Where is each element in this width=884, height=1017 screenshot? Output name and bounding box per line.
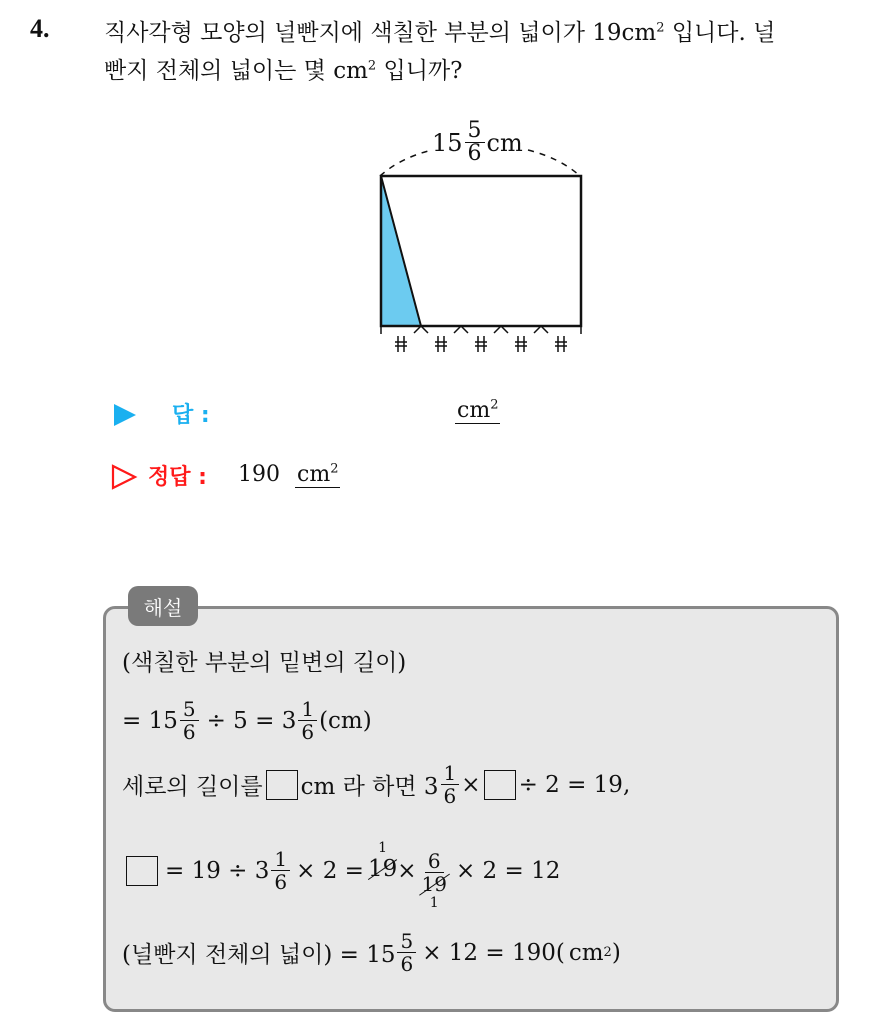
exp-l2-n1: 5 [180,698,199,721]
exp-l4-fd: 19 [419,873,450,895]
exp-l5-d: 6 [400,952,414,976]
exp-l2-d2: 6 [301,720,315,744]
exp-l2-n2: 1 [298,698,317,721]
exp-l4-d: 6 [274,870,288,894]
explanation-line-1 [122,644,406,677]
cancel-19-result: 1 [378,839,388,856]
answer-unit: cm [457,398,491,423]
question-line1-a: 직사각형 모양의 널빤지에 색칠한 부분의 넓이가 [104,20,585,46]
question-line2-b: 입니까? [383,58,463,84]
question-area-value: 19 [592,20,622,46]
width-whole: 15 [432,128,463,157]
answer-unit-exp: 2 [490,397,499,413]
exp-l1: (색칠한 부분의 밑변의 길이) [122,650,407,676]
correct-unit-exp: 2 [330,461,339,477]
correct-answer [238,462,340,487]
dimension-arc-left [380,150,432,176]
exp-l4-fn: 6 [425,850,444,873]
width-numerator: 5 [465,120,485,143]
exp-l5-a: (널빤지 전체의 넓이) = 15 [122,942,396,968]
exp-l5-b: × 12 = 190( [422,939,565,966]
rectangle-figure [360,130,600,360]
exp-l5-n: 5 [397,930,416,953]
exp-l4-b: × 2 = [296,857,364,884]
question-line2-a: 빤지 전체의 넓이는 몇 [104,58,326,84]
exp-l2-frac2 [298,698,317,743]
exp-l2-d1: 6 [182,720,196,744]
exp-l4-a: = 19 ÷ 3 [165,857,270,884]
correct-unit: cm [297,462,331,487]
question-area-unit: cm [621,20,657,46]
exp-l3-a: 세로의 길이를 [122,774,263,800]
exp-l4-e: × 2 = 12 [455,857,561,884]
width-denominator: 6 [467,141,482,166]
segment-ticks [381,326,581,352]
question-number: 4. [30,14,50,43]
exp-l5-c: ) [611,939,621,966]
unit-exponent-2: 2 [367,58,377,74]
exp-l4-frac [271,848,290,893]
exp-l4-n: 1 [271,848,290,871]
cancel-19-value: 19 [367,855,398,882]
explanation-line-2 [122,698,372,743]
exp-l3-b: cm 라 하면 3 [300,774,439,800]
explanation-tag: 해설 [128,586,198,626]
answer-arrow-icon [112,402,138,428]
width-unit: cm [486,128,523,157]
explanation-line-4 [122,830,560,911]
question-unit: cm [333,58,368,84]
blank-box-3 [126,856,158,886]
unit-exponent: 2 [656,20,665,36]
exp-l2-c: (cm) [319,707,372,734]
answer-blank [455,398,500,423]
exp-l3-d: 6 [443,784,457,808]
dimension-arc-right [528,150,580,176]
exp-l2-b: ÷ 5 = 3 [206,707,297,734]
exp-l2-frac1 [180,698,199,743]
correct-value: 190 [238,462,280,487]
exp-l5-unit: cm [568,939,604,966]
correct-label: 정답 : [148,465,207,490]
shaded-triangle [381,176,421,326]
exp-l5-frac [397,930,416,975]
exp-l3-n: 1 [441,762,460,785]
explanation-line-3 [122,762,630,807]
question-text [104,14,864,90]
explanation-line-5: (널빤지 전체의 넓이) = 15 $\frac{5}{6}$ × 12 = 190( cm 2 ) [122,929,621,976]
blank-box [266,770,298,800]
answer-label: 답 : [172,403,210,428]
correct-arrow-icon [110,463,138,491]
exp-l4-times: × [397,857,417,884]
exp-l3-e: ÷ 2 = 19, [518,771,631,798]
exp-l4-fd1: 1 [429,895,439,911]
cancel-19 [368,840,397,882]
exp-l3-c: × [461,771,481,798]
exp-l2-a: = 15 [122,707,178,734]
exp-l4-frac2 [419,850,450,911]
blank-box-2 [484,770,516,800]
exp-l3-frac [441,762,460,807]
question-line1-b: 입니다. 널 [671,20,776,46]
